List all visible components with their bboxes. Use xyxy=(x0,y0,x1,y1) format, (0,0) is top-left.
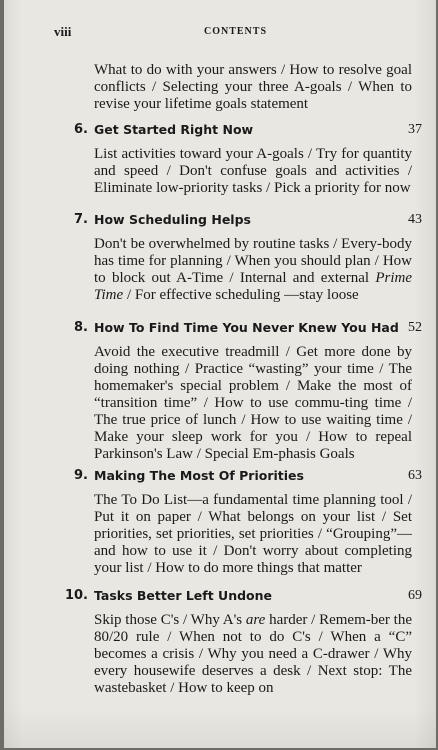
chapter-number: 7. xyxy=(74,212,88,227)
chapter-page-number: 37 xyxy=(408,122,422,137)
description-text: Don't be overwhelmed by routine tasks / Every-body has time for planning / When you should plan / How to block out A-Time / Internal and external xyxy=(94,236,412,286)
chapter-description: Avoid the executive treadmill / Get more done by doing nothing / Practice “wasting” your time / The homemaker's special problem / Make the most of “transition time” / How to use commu-ting time / The true price of lunch / How to use waiting time / Make your sleep work for you / How to repeal Parkinson's Law / Special Em-phasis Goals xyxy=(94,344,412,462)
chapter-description xyxy=(94,612,412,697)
chapter-5-continued-description: What to do with your answers / How to resolve goal conflicts / Selecting your three A-goals / When to revise your lifetime goals statement xyxy=(94,62,412,112)
chapter-page-number: 69 xyxy=(408,588,422,603)
chapter-title: Tasks Better Left Undone xyxy=(94,588,273,603)
chapter-number: 10. xyxy=(64,588,88,603)
description-text: Skip those C's / Why A's xyxy=(94,612,246,628)
description-text: harder / Remem-ber the 80/20 rule / When not to do C's / When a “C” becomes a crisis / Why you need a C-drawer / Why every housewife deserves a desk / Next stop: The wastebasket / How to keep on xyxy=(94,612,412,696)
page-number: viii xyxy=(54,24,72,39)
chapter-page-number: 52 xyxy=(408,320,422,335)
chapter-page-number: 43 xyxy=(408,212,422,227)
chapter-page-number: 63 xyxy=(408,468,422,483)
book-page xyxy=(4,0,436,748)
description-text: / For effective scheduling —stay loose xyxy=(123,287,359,303)
chapter-number: 8. xyxy=(74,320,88,335)
page-shadow xyxy=(4,708,436,748)
chapter-title: Get Started Right Now xyxy=(94,122,254,137)
chapter-number: 9. xyxy=(74,468,88,483)
chapter-title: How To Find Time You Never Knew You Had xyxy=(94,320,399,335)
chapter-description: List activities toward your A-goals / Try for quantity and speed / Don't confuse goals and activities / Eliminate low-priority tasks / Pick a priority for now xyxy=(94,146,412,196)
chapter-number: 6. xyxy=(74,122,88,137)
chapter-description xyxy=(94,236,412,304)
running-head: CONTENTS xyxy=(204,26,268,37)
chapter-title: Making The Most Of Priorities xyxy=(94,468,304,483)
chapter-description: The To Do List—a fundamental time planning tool / Put it on paper / What belongs on your list / Set priorities, set priorities, set priorities / “Grouping”—and how to use it / Don't worry about completing your list / How to do more things that matter xyxy=(94,492,412,576)
description-italic-text: Prime Time xyxy=(94,270,412,303)
description-italic-text: are xyxy=(245,612,266,628)
chapter-title: How Scheduling Helps xyxy=(94,212,251,227)
